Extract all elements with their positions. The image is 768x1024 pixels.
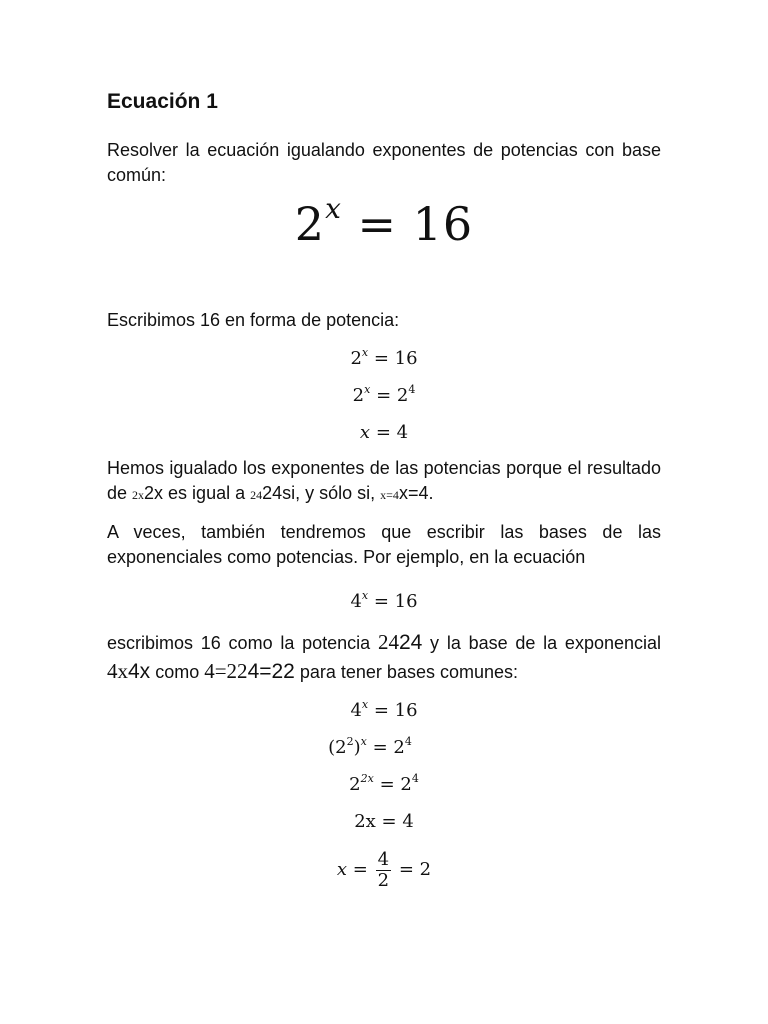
main-equation [0, 192, 768, 252]
eq2: 4$^x$ = 16 [350, 589, 418, 612]
step2-line2: $(2^2)^x = 2^4$ [328, 735, 412, 758]
intro-paragraph: Resolver la ecuación igualando exponentes de potencias con base común: [107, 140, 661, 185]
section-title: Ecuación 1 [107, 90, 218, 113]
main-eq-base: 2 [294, 197, 326, 251]
step1-line2: $2^x = 2^4$ [352, 383, 416, 406]
main-eq-rhs: = 16 [357, 197, 474, 251]
fraction: $\frac{4}{2}$ [377, 848, 390, 891]
step-intro-text: Escribimos 16 en forma de potencia: [107, 310, 400, 330]
step2-line4: 2x = 4 [354, 811, 414, 832]
explain1-paragraph: Hemos igualado los exponentes de las potencias porque el resultado de 2x2x es igual a 2424si, y sólo si, x=4x=4. [107, 458, 661, 503]
explain2-paragraph: A veces, también tendremos que escribir las bases de las exponenciales como potencias. Por ejemplo, en la ecuación [107, 522, 661, 567]
final-equation: x = $\frac{4}{2}$ = 2 [336, 848, 432, 891]
explain3-paragraph: escribimos 16 como la potencia 2424 y la base de la exponencial 4x4x como 4=224=22 para tener bases comunes: [107, 630, 662, 683]
step2-line3: $2^{2x} = 2^4$ [349, 772, 419, 795]
step2-line1: 4$^x$ = 16 [350, 698, 418, 721]
step1-line3: x = 4 [359, 422, 409, 443]
step1-line1: 2$^x$ = 16 [350, 346, 418, 369]
main-eq-exponent: x [325, 192, 342, 225]
